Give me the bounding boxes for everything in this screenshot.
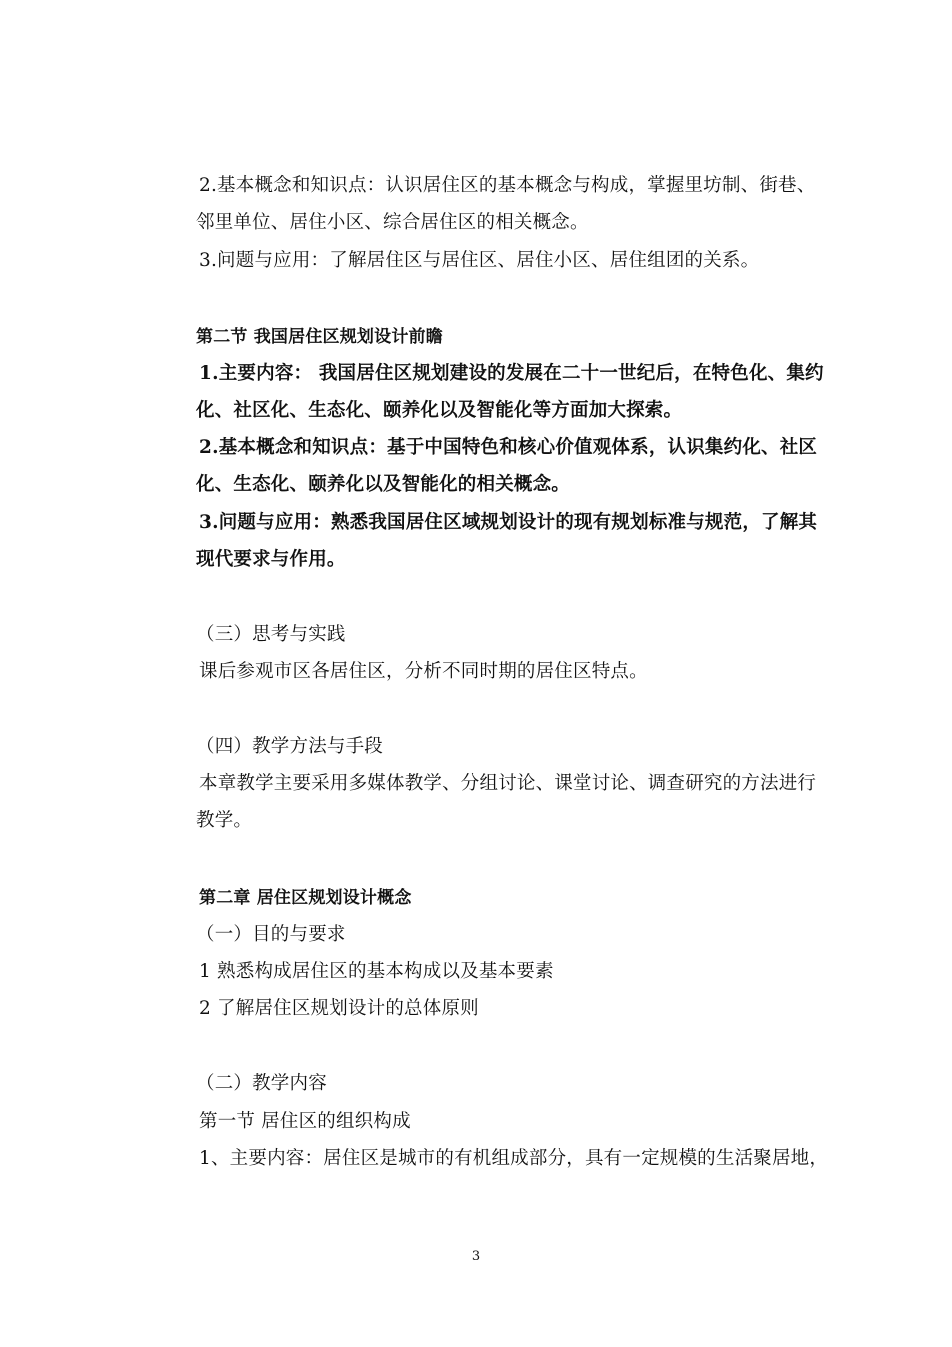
list-item: 2 了解居住区规划设计的总体原则 [199,998,479,1019]
bold-text-line: 化、生态化、颐养化以及智能化的相关概念。 [196,474,571,495]
section-title: 第一节 居住区的组织构成 [199,1111,411,1132]
text-line: 3.问题与应用：了解居住区与居住区、居住小区、居住组团的关系。 [199,250,760,271]
text-line: 1、主要内容：居住区是城市的有机组成部分，具有一定规模的生活聚居地， [199,1148,829,1169]
bold-text-line: 2.基本概念和知识点：基于中国特色和核心价值观体系，认识集约化、社区 [199,437,818,458]
bold-text-line: 1.主要内容： 我国居住区规划建设的发展在二十一世纪后，在特色化、集约 [199,363,824,384]
subsection-heading: （四）教学方法与手段 [196,736,384,757]
subsection-heading: （一）目的与要求 [196,924,346,945]
text-line: 2.基本概念和知识点：认识居住区的基本概念与构成，掌握里坊制、街巷、 [199,175,816,196]
subsection-heading: （三）思考与实践 [196,624,346,645]
list-item: 1 熟悉构成居住区的基本构成以及基本要素 [199,961,554,982]
section-heading: 第二节 我国居住区规划设计前瞻 [196,327,443,347]
bold-text-line: 现代要求与作用。 [196,549,346,570]
text-line: 课后参观市区各居住区，分析不同时期的居住区特点。 [199,661,648,682]
text-line: 本章教学主要采用多媒体教学、分组讨论、课堂讨论、调查研究的方法进行 [199,773,817,794]
text-line: 教学。 [196,810,253,831]
text-line: 邻里单位、居住小区、综合居住区的相关概念。 [196,212,589,233]
bold-text-line: 3.问题与应用：熟悉我国居住区域规划设计的现有规划标准与规范，了解其 [199,512,818,533]
page-number: 3 [471,1249,481,1264]
subsection-heading: （二）教学内容 [196,1073,327,1094]
chapter-heading: 第二章 居住区规划设计概念 [199,888,412,908]
bold-text-line: 化、社区化、生态化、颐养化以及智能化等方面加大探索。 [196,400,683,421]
